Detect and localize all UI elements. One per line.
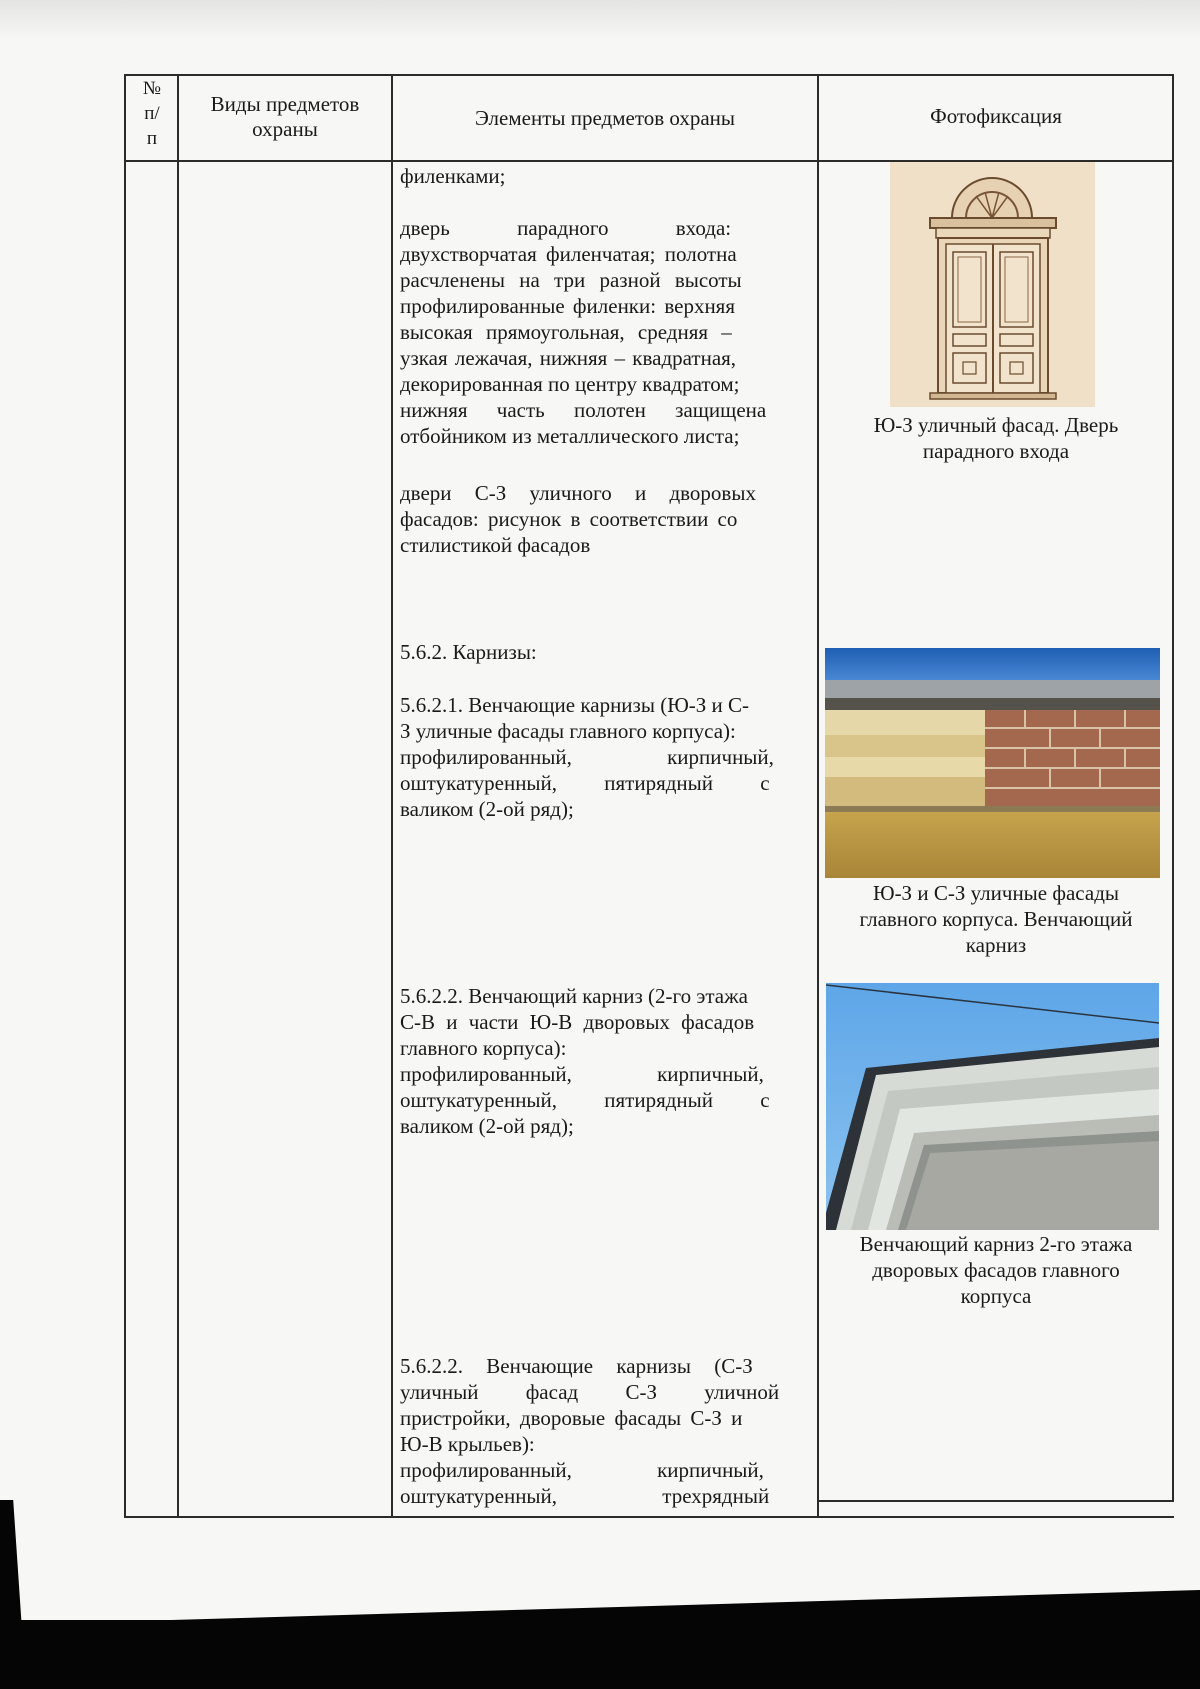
text-line: профилированные филенки: верхняя [400, 294, 735, 318]
col1-divider [177, 74, 179, 1518]
text-line: профилированный, кирпичный, [400, 745, 774, 769]
header-elements: Элементы предметов охраны [474, 106, 736, 130]
header-types-line: Виды предметов [210, 92, 360, 116]
text-line: высокая прямоугольная, средняя – [400, 320, 732, 344]
caption-line: Ю-З и С-З уличные фасады [872, 881, 1119, 905]
street-cornice-image [825, 648, 1160, 878]
photo-courtyard-cornice [826, 983, 1159, 1230]
text-block-other-doors [400, 480, 805, 558]
header-number [127, 76, 177, 151]
table-border-right [1172, 74, 1174, 1502]
text-line: валиком (2-ой ряд); [400, 1114, 574, 1138]
text-line: дверь парадного входа: [400, 216, 732, 240]
caption-line: дворовых фасадов главного [872, 1258, 1120, 1282]
caption-line: карниз [965, 933, 1027, 957]
col2-divider [391, 74, 393, 1518]
text-line: 5.6.2.1. Венчающие карнизы (Ю-З и С- [400, 693, 750, 717]
courtyard-cornice-image [826, 983, 1159, 1230]
caption-line: корпуса [960, 1284, 1032, 1308]
photo-main-door-caption [820, 412, 1172, 464]
text-line: оштукатуренный, пятирядный с [400, 1088, 770, 1112]
text-line: оштукатуренный, трехрядный [400, 1484, 770, 1508]
text-line: 5.6.2.2. Венчающие карнизы (С-З [400, 1354, 753, 1378]
col3-divider [817, 74, 819, 1518]
header-number-line: п [146, 128, 158, 149]
text-line: стилистикой фасадов [400, 533, 591, 557]
text-block-cornices-title [400, 639, 805, 665]
text-line: филенками; [400, 164, 506, 188]
caption-line: Ю-З уличный фасад. Дверь [873, 413, 1119, 437]
text-line: расчленены на три разной высоты [400, 268, 742, 292]
text-line: отбойником из металлического листа; [400, 424, 740, 448]
text-line: нижняя часть полотен защищена [400, 398, 767, 422]
table-border-left [124, 74, 126, 1518]
photo-courtyard-cornice-caption [820, 1231, 1172, 1309]
photo-main-door [890, 162, 1095, 407]
text-line: С-В и части Ю-В дворовых фасадов [400, 1010, 755, 1034]
caption-line: парадного входа [922, 439, 1070, 463]
text-line: узкая лежачая, нижняя – квадратная, [400, 346, 737, 370]
text-line: пристройки, дворовые фасады С-З и [400, 1406, 743, 1430]
text-line: 5.6.2. Карнизы: [400, 640, 537, 664]
door-drawing-image [890, 162, 1095, 407]
table-border-bottom [124, 1516, 1174, 1518]
text-line: двери С-З уличного и дворовых [400, 481, 756, 505]
photo-street-cornice-caption [820, 880, 1172, 958]
text-line: 5.6.2.2. Венчающий карниз (2-го этажа [400, 984, 748, 1008]
text-block-main-door [400, 215, 805, 449]
caption-line: Венчающий карниз 2-го этажа [859, 1232, 1133, 1256]
col4-bottom-line [818, 1500, 1174, 1502]
text-line: профилированный, кирпичный, [400, 1458, 764, 1482]
text-line: оштукатуренный, пятирядный с [400, 771, 770, 795]
header-types [180, 92, 390, 142]
text-line: профилированный, кирпичный, [400, 1062, 764, 1086]
text-line: уличный фасад С-З уличной [400, 1380, 780, 1404]
text-line: двухстворчатая филенчатая; полотна [400, 242, 737, 266]
text-block-cornice-5622b [400, 1353, 805, 1509]
header-number-line: п/ [144, 103, 160, 124]
header-number-line: № [142, 78, 162, 99]
caption-line: главного корпуса. Венчающий [859, 907, 1133, 931]
text-line: фасадов: рисунок в соответствии со [400, 507, 738, 531]
text-line: главного корпуса): [400, 1036, 567, 1060]
header-photo: Фотофиксация [930, 104, 1062, 128]
text-block-panels [400, 163, 805, 189]
scan-edge-bottom [0, 1620, 1200, 1689]
text-block-cornice-5621 [400, 692, 805, 822]
text-line: декорированная по центру квадратом; [400, 372, 740, 396]
text-line: Ю-В крыльев): [400, 1432, 535, 1456]
photo-street-cornice [825, 648, 1160, 878]
table-border-top [124, 74, 1174, 76]
header-types-line: охраны [252, 117, 318, 141]
text-block-cornice-5622a [400, 983, 805, 1139]
text-line: валиком (2-ой ряд); [400, 797, 574, 821]
text-line: З уличные фасады главного корпуса): [400, 719, 736, 743]
